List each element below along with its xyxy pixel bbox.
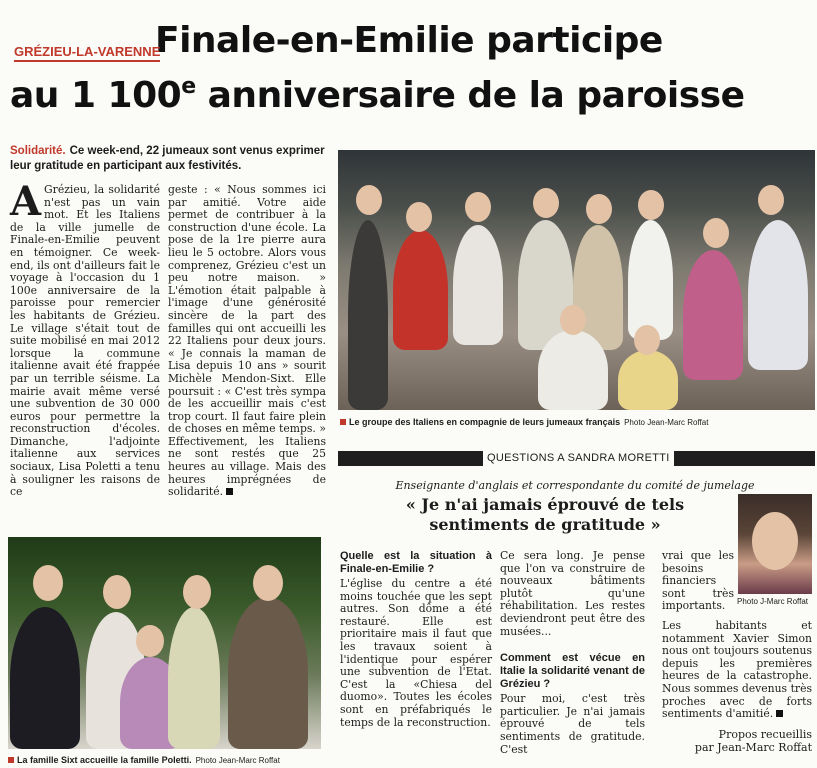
answer-2-continued-b: Les habitants et notamment Xavier Simon nous ont toujours soutenus depuis les premières heures de la catastrophe. Nous sommes devenus très proches avec de forts sentiments d'amitié. <box>662 619 812 721</box>
dropcap: A <box>10 178 42 225</box>
photo-figure-head <box>638 190 664 220</box>
end-mark-icon <box>226 488 233 495</box>
signature-line-2: par Jean-Marc Roffat <box>694 741 812 754</box>
interview-bar-label: QUESTIONS A SANDRA MORETTI <box>483 451 674 466</box>
portrait-head <box>752 512 798 570</box>
interviewee-role: Enseignante d'anglais et correspondante du comité de jumelage <box>395 479 755 492</box>
lead-tag: Solidarité. <box>10 145 66 157</box>
photo-figure <box>683 250 743 380</box>
lead-paragraph <box>10 144 328 174</box>
article-column-2 <box>168 184 326 499</box>
main-photo-credit: Photo Jean-Marc Roffat <box>624 418 709 427</box>
interview-quote-title: « Je n'ai jamais éprouvé de tels sentiments de gratitude » <box>405 495 685 534</box>
photo-figure-head <box>356 185 382 215</box>
headline-line-2 <box>10 64 810 119</box>
headline-line-1: Finale-en-Emilie participe <box>155 20 663 61</box>
signature <box>662 728 812 754</box>
article-column-1 <box>10 178 160 499</box>
interview-column-1 <box>340 550 492 729</box>
photo-figure <box>168 607 220 749</box>
photo-figure <box>348 220 388 410</box>
caption-marker-icon <box>8 757 14 763</box>
photo-figure-head <box>634 325 660 355</box>
interviewee-portrait <box>738 494 812 594</box>
photo-figure-head <box>183 575 211 609</box>
answer-2: Pour moi, c'est très particulier. Je n'ai jamais éprouvé de tels sentiments de gratitude. C'est <box>500 692 645 756</box>
lead-text: Ce week-end, 22 jumeaux sont venus exprimer leur gratitude en participant aux festivités. <box>10 145 325 172</box>
photo-figure-head <box>533 188 559 218</box>
question-1: Quelle est la situation à Finale-en-Emilie ? <box>340 550 492 575</box>
signature-line-1: Propos recueillis <box>718 728 812 741</box>
photo-figure <box>538 330 608 410</box>
interview-column-3-top <box>662 550 734 613</box>
location-kicker: GRÉZIEU-LA-VARENNE <box>14 44 160 62</box>
photo-figure-head <box>103 575 131 609</box>
photo-figure-head <box>33 565 63 601</box>
question-2: Comment est vécue en Italie la solidarité venant de Grézieu ? <box>500 652 645 691</box>
photo-figure-head <box>465 192 491 222</box>
headline-superscript: e <box>181 74 196 99</box>
answer-1: L'église du centre a été moins touchée que les sept autres. Son dôme a été restauré. Elle est prioritaire mais il faut que les travaux soient à l'identique pour espérer une subvention de l'Etat. C'est la «Chiesa del duomo». Toutes les écoles sont en préfabriqués le temps de la reconstruction. <box>340 577 492 729</box>
photo-figure-head <box>586 194 612 224</box>
headline <box>10 18 810 119</box>
end-mark-icon <box>776 710 783 717</box>
photo-figure <box>628 220 673 340</box>
photo-figure-head <box>560 305 586 335</box>
interview-column-3 <box>662 620 812 721</box>
group-photo <box>338 150 815 410</box>
main-photo-caption <box>340 416 708 429</box>
family-caption-text: La famille Sixt accueille la famille Poletti. <box>17 755 192 765</box>
photo-figure <box>393 230 448 350</box>
photo-figure <box>618 350 678 410</box>
photo-figure-head <box>253 565 283 601</box>
main-caption-text: Le groupe des Italiens en compagnie de leurs jumeaux français <box>349 417 621 427</box>
photo-figure-head <box>703 218 729 248</box>
photo-figure-head <box>406 202 432 232</box>
family-photo-caption <box>8 754 280 767</box>
article-col2-text: geste : « Nous sommes ici par amitié. Votre aide permet de contribuer à la construction d'une école. La pose de la 1re pierre aura lieu le 5 octobre. Alors vous comprenez, Grézieu c'est un peu notre maison. » L'émotion était palpable à l'image d'une générosité sincère de la part des familles qui ont accueilli les 22 Italiens pour deux jours. « Je connais la maman de Lisa depuis 10 ans » sourit Michèle Mendon-Sixt. Elle poursuit : « C'est très sympa de les accueillir mais c'est trop court. Il faut faire plein de choses en même temps. » Effectivement, les Italiens ne sont restés que 25 heures au village. Mais des heures imprégnées de solidarité. <box>168 183 326 499</box>
article-col1-text: Grézieu, la solidarité n'est pas un vain mot. Et les Italiens de la ville jumelle de Finale-en-Emilie peuvent en témoigner. Ce week-end, ils ont d'ailleurs fait le voyage à l'occasion du 1 100e anniversaire de la paroisse pour remercier les habitants de Grézieu. Le village s'était tout de suite mobilisé en mai 2012 lorsque la commune italienne avait été frappée par un terrible séisme. La mairie avait même versé une subvention de 30 000 euros pour permettre la reconstruction d'écoles. Dimanche, l'adjointe italienne aux services sociaux, Lisa Poletti a tenu à souligner les raisons de ce <box>10 183 160 499</box>
portrait-credit: Photo J-Marc Roffat <box>737 597 808 606</box>
interview-column-2 <box>500 550 645 756</box>
answer-1-continued: Ce sera long. Je pense que l'on va construire de nouveaux bâtiments plutôt qu'une réhabilitation. Les restes deviendront peut être des musées... <box>500 549 645 638</box>
photo-figure <box>748 220 808 370</box>
answer-2-continued-a: vrai que les besoins financiers sont très importants. <box>662 549 734 613</box>
headline-rest: anniversaire de la paroisse <box>195 75 745 116</box>
headline-number: au 1 100 <box>10 75 182 116</box>
family-photo <box>8 537 321 749</box>
photo-figure <box>453 225 503 345</box>
photo-figure <box>228 597 308 749</box>
family-photo-credit: Photo Jean-Marc Roffat <box>195 756 280 765</box>
photo-figure-head <box>758 185 784 215</box>
photo-figure-head <box>136 625 164 657</box>
caption-marker-icon <box>340 419 346 425</box>
photo-figure <box>10 607 80 749</box>
